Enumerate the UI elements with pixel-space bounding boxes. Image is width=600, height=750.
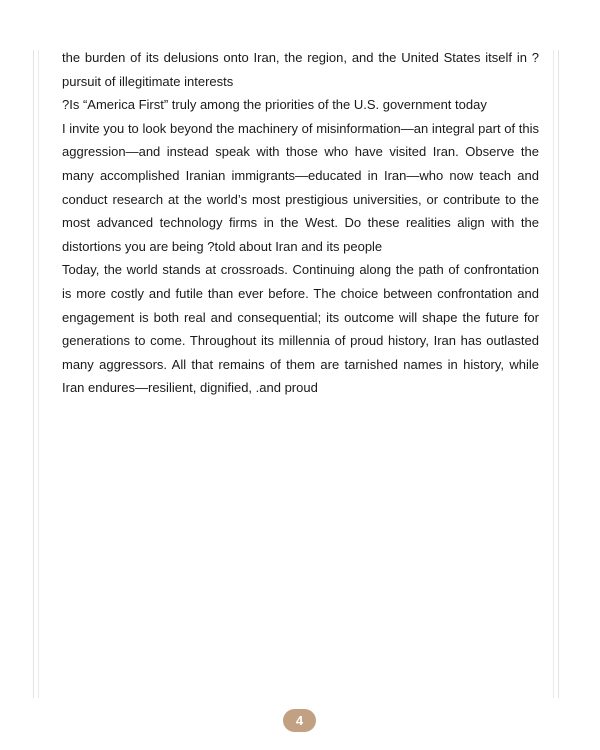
page-text bbox=[62, 46, 539, 400]
paragraph-1: the burden of its delusions onto Iran, the region, and the United States itself in ?pursuit of illegitimate interests bbox=[62, 50, 539, 89]
paragraph-3: I invite you to look beyond the machinery of misinformation—an integral part of this aggression—and instead speak with those who have visited Iran. Observe the many accomplished Iranian immigrants—educated in Iran—who now teach and conduct research at the world’s most prestigious universities, or contribute to the most advanced technology firms in the West. Do these realities align with the distortions you are being ?told about Iran and its people bbox=[62, 120, 539, 254]
page-number: 4 bbox=[295, 713, 304, 728]
page-number-badge bbox=[283, 709, 316, 732]
paragraph-4: Today, the world stands at crossroads. Continuing along the path of confrontation is more costly and futile than ever before. The choice between confrontation and engagement is both real and consequential; its outcome will shape the future for generations to come. Throughout its millennia of proud history, Iran has outlasted many aggressors. All that remains of them are tarnished names in history, while Iran endures—resilient, dignified, .and proud bbox=[62, 262, 539, 396]
paragraph-2: ?Is “America First” truly among the priorities of the U.S. government today bbox=[62, 97, 487, 113]
